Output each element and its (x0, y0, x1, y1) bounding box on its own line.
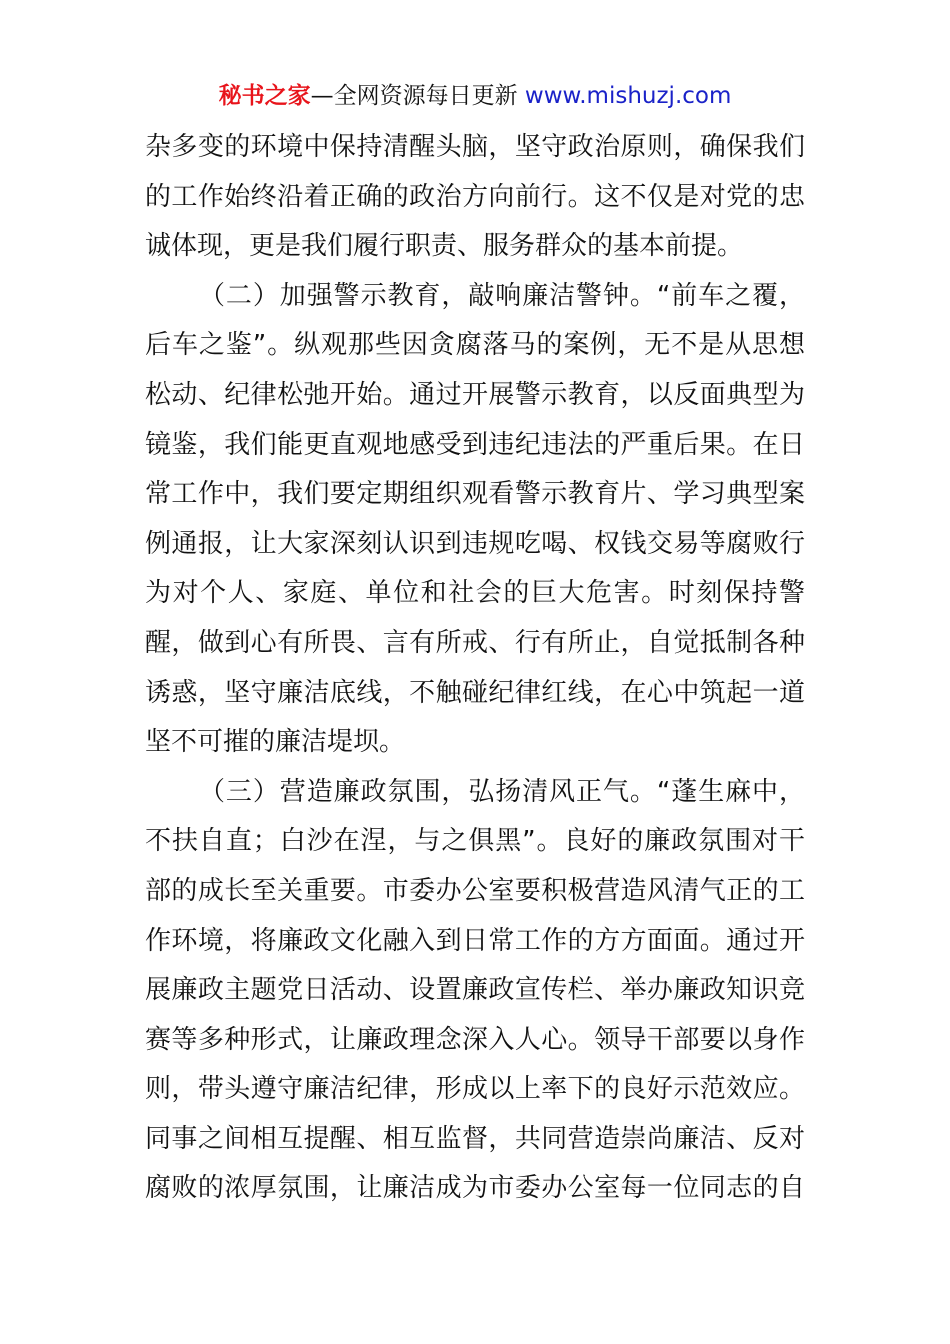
site-tagline: —全网资源每日更新 (310, 83, 518, 109)
text-line: 部的成长至关重要。市委办公室要积极营造风清气正的工 (145, 875, 805, 906)
text-line: 镜鉴，我们能更直观地感受到违纪违法的严重后果。在日 (145, 429, 805, 460)
text-line: 坚不可摧的廉洁堤坝。 (145, 727, 406, 758)
site-brand: 秘书之家 (218, 83, 311, 109)
text-line: 作环境，将廉政文化融入到日常工作的方方面面。通过开 (145, 925, 805, 956)
text-line: 杂多变的环境中保持清醒头脑，坚守政治原则，确保我们 (145, 132, 805, 162)
text-line: 不扶自直；白沙在涅，与之俱黑”。良好的廉政氛围对干 (145, 826, 805, 857)
document-body (145, 123, 805, 1214)
text-line: 同事之间相互提醒、相互监督，共同营造崇尚廉洁、反对 (145, 1123, 805, 1154)
text-line: 展廉政主题党日活动、设置廉政宣传栏、举办廉政知识竞 (145, 975, 805, 1006)
text-line: 后车之鉴”。纵观那些因贪腐落马的案例，无不是从思想 (145, 330, 805, 361)
text-line: 例通报，让大家深刻认识到违规吃喝、权钱交易等腐败行 (145, 528, 805, 559)
text-line: 则，带头遵守廉洁纪律，形成以上率下的良好示范效应。 (145, 1074, 805, 1105)
site-url[interactable]: www.mishuzj.com (524, 83, 732, 109)
section-heading-line: （二）加强警示教育，敲响廉洁警钟。“前车之覆， (199, 280, 805, 311)
text-line: 为对个人、家庭、单位和社会的巨大危害。时刻保持警 (145, 578, 805, 609)
page-header (0, 80, 950, 112)
text-line: 醒，做到心有所畏、言有所戒、行有所止，自觉抵制各种 (145, 627, 805, 658)
text-line: 诱惑，坚守廉洁底线，不触碰纪律红线，在心中筑起一道 (145, 677, 805, 708)
text-line: 赛等多种形式，让廉政理念深入人心。领导干部要以身作 (145, 1024, 805, 1055)
text-line: 诚体现，更是我们履行职责、服务群众的基本前提。 (145, 231, 744, 262)
text-line: 腐败的浓厚氛围，让廉洁成为市委办公室每一位同志的自 (145, 1173, 805, 1204)
text-line: 的工作始终沿着正确的政治方向前行。这不仅是对党的忠 (145, 181, 805, 212)
section-heading-line: （三）营造廉政氛围，弘扬清风正气。“蓬生麻中， (199, 776, 805, 807)
text-line: 松动、纪律松弛开始。通过开展警示教育，以反面典型为 (145, 379, 805, 410)
text-line: 常工作中，我们要定期组织观看警示教育片、学习典型案 (145, 479, 805, 510)
